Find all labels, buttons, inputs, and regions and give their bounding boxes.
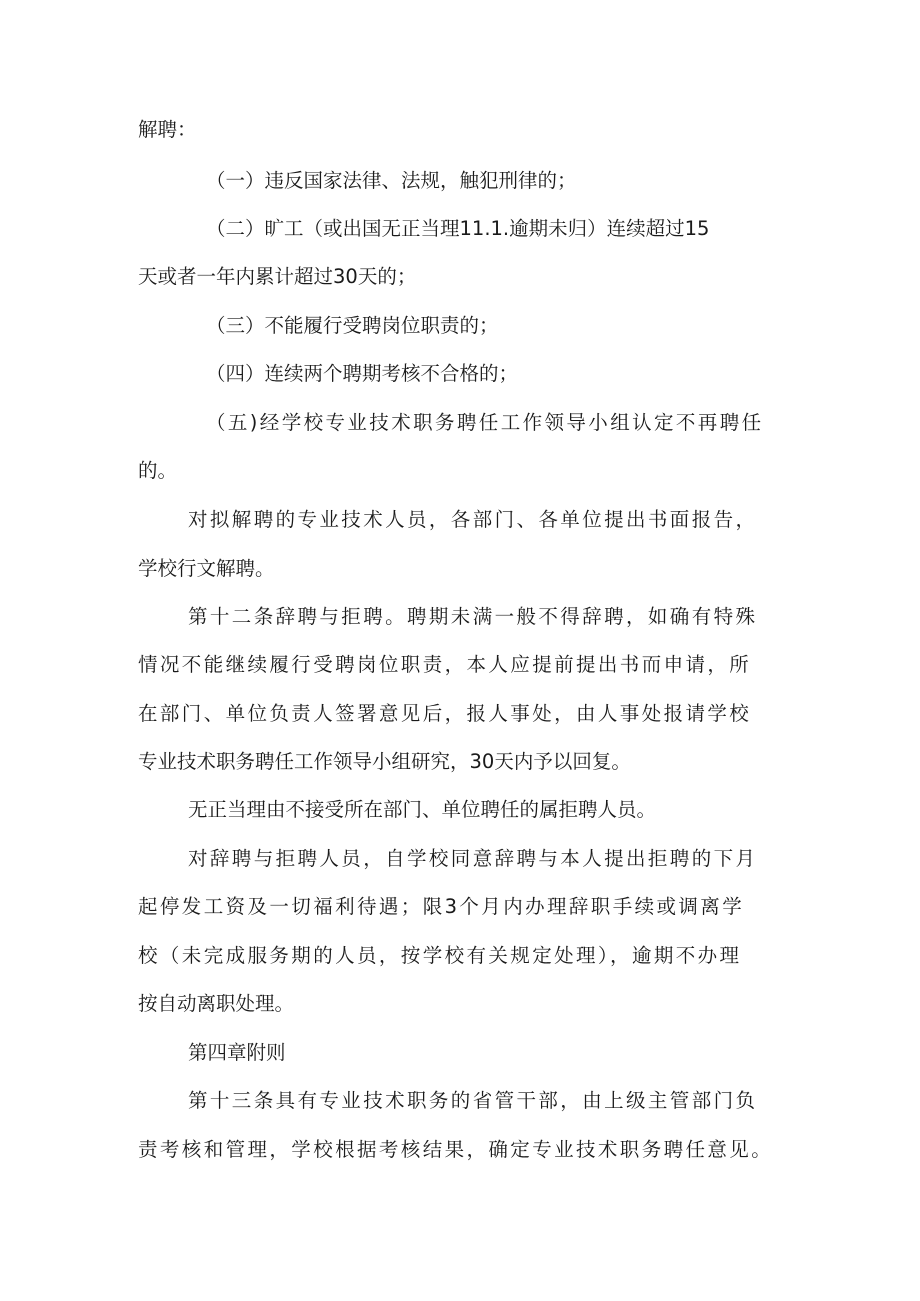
paragraph-line: 对拟解聘的专业技术人员，各部门、各单位提出书面报告， (188, 508, 758, 531)
text-line: 在部门、单位负责人签署意见后，报人事处，由人事处报请学校 (138, 702, 752, 725)
text-line: 解聘： (138, 118, 197, 141)
chapter-heading: 第四章附则 (188, 1041, 286, 1064)
text-line: 责考核和管理，学校根据考核结果，确定专业技术职务聘任意见。 (138, 1138, 774, 1161)
text-line: 校（未完成服务期的人员，按学校有关规定处理），逾期不办理 (138, 944, 742, 967)
text-line: 按自动离职处理。 (138, 992, 295, 1015)
list-item-1: （一）违反国家法律、法规，触犯刑律的； (206, 169, 577, 192)
text-line: 情况不能继续履行受聘岗位职责，本人应提前提出书而申请，所 (138, 653, 752, 676)
text-line: 专业技术职务聘任工作领导小组研究，30天内予以回复。 (138, 750, 631, 773)
text-line: 学校行文解聘。 (138, 557, 275, 580)
paragraph-line: 对辞聘与拒聘人员，自学校同意辞聘与本人提出拒聘的下月 (188, 847, 758, 870)
text-line: 的。 (138, 459, 178, 482)
text-line: 起停发工资及一切福利待遇；限3个月内办理辞职手续或调离学 (138, 895, 745, 918)
article-12-line: 第十二条辞聘与拒聘。聘期未满一般不得辞聘，如确有特殊 (188, 605, 758, 628)
list-item-3: （三）不能履行受聘岗位职责的； (206, 314, 499, 337)
list-item-4: （四）连续两个聘期考核不合格的； (206, 362, 519, 385)
list-item-5: （五)经学校专业技术职务聘任工作领导小组认定不再聘任 (206, 411, 764, 434)
list-item-2: （二）旷工（或出国无正当理11.1.逾期未归）连续超过15 (206, 217, 710, 240)
text-line: 天或者一年内累计超过30天的； (138, 265, 417, 288)
article-13-line: 第十三条具有专业技术职务的省管干部，由上级主管部门负 (188, 1089, 758, 1112)
paragraph-line: 无正当理由不接受所在部门、单位聘任的属拒聘人员。 (188, 798, 657, 821)
